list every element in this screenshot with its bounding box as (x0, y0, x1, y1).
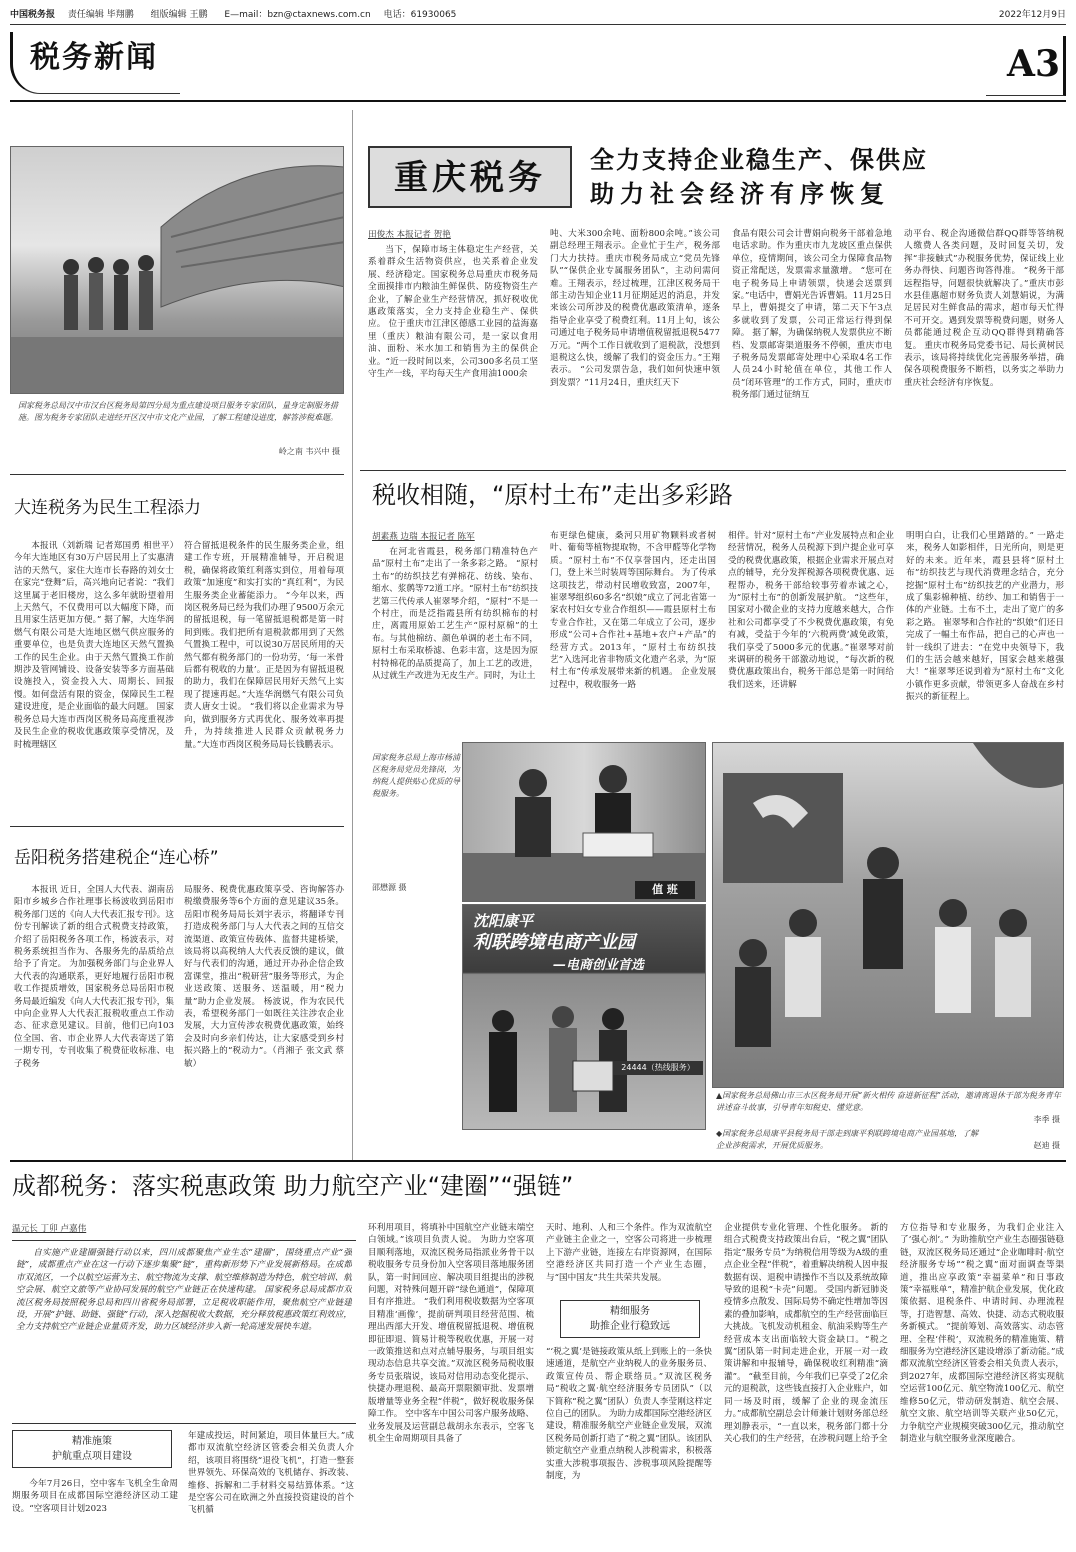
yuancun-col3: 相伴。针对“原村土布”产业发展特点和企业经营情况，税务人员税源下到户提企业可享受的税费优惠政策，根据企业需求开展点对点的辅导，充分发挥税源各项税费优惠、远程帮办，税务干部给较事劳着赤诚之心，为“原村土布”的创新发展护航。 “这些年，国家对小微企业的支持力度越来越大，合作社和公司都享受了不少税费优惠政策，有免有减，受益于今年的‘六税两费’减免政策，我们享受了5000多元的优惠。”崔翠琴对前来调研的税务干部激动地说，“每次新的税费优惠政策出台，税务干部总是第一时间给我们送来，还讲解 (728, 531, 894, 690)
chongqing-badge-text: 重庆税务 (394, 158, 546, 198)
ecommerce-sign-line1: 沈阳康平 (473, 912, 534, 930)
shanghai-credit: 邵懋源 摄 (372, 883, 407, 892)
foshan-photo (712, 742, 1064, 1088)
chongqing-col4: 动平台、税企沟通微信群QQ群等答纳税人缴费人各类问题，及时回复关切，发挥“非接触式”办税服务优势，保证线上业务办得快、问题咨询答得准。 “税务干部远程指导，问题很快就解决了。”重庆市彭水县佳惠超市财务负责人刘慧娟说，为满足居民对生鲜食品的需求，超市每天忙得不可开交。遇到发票等税费问题，财务人员都能通过税企互动QQ群得到精确答复。 重庆市税务局党委书记、局长黄树民表示，该局将持续优化完善服务举措，确保各项税费服务不断档，以务实之举助力重庆社会经济有序恢复。 (904, 229, 1064, 388)
yuancun-col2: 布更绿色健康，桑河只用矿物颗料或者树叶、葡萄等植物提取物，不含甲醛等化学物质。“原村土布”不仅享誉国内，还走出国门，登上米兰时装周等国际舞台。 为了传承这项技艺，带动村民增收致富，2007年，崔翠琴组织60多名“织娘”成立了河北省第一家农村妇女专业合作组织——霞县原村土布专业合作社，又在第二年成立了公司，逐步形成“公司+合作社+基地+农户+产品”的经营方式。2013年，“原村土布纺织技艺”入选河北省非物质文化遗产名录，为“原村土布”传承发展带来新的机遇。 企业发展过程中，税收服务一路 (550, 531, 716, 690)
subhead-1-line1: 精准施策 (72, 1436, 112, 1447)
chengdu-col2: 年建成投运，时间紧迫，项目体量巨大。”成都市双流航空经济区管委会相关负责人介绍，该项目将围绕“退役飞机”，打造一整套世界领先、环保高效的飞机储存、拆改装、维修、拆解和二手材料交易结算体系。“这是空客公司在欧洲之外直接投资建设的首个飞机循 (188, 1431, 354, 1516)
page-number: A3 (1007, 43, 1060, 85)
dalian-col1: 本报讯（刘新瑞 记者郑国勇 相世平）今年大连地区有30万户居民用上了实惠清洁的天然气，家住大连市长春路的刘女士在家完“登舞”后，高兴地向记者说：“我们这里属于老旧楼房，这么多年就盼望着用上天然气，不仅费用可以大幅度下降，而且用家生活更加方便。” 据了解，大连华润燃气有限公司是大连地区燃气供应服务的重要单位，也是负责大连地区天然气置换工作的民生企业。由于天然气置换工作前期涉及管网铺设、设备安装等多方面基础设施投入，资金投入大、周期长、回报慢。如何盘活有限的资金，保障民生工程建设进度，是企业面临的最大问题。 国家税务总局大连市西岗区税务局高度重视涉及民生企业的税收优惠政策享受情况，及时梳理辖区 (14, 541, 174, 750)
chongqing-col2: 吨、大米300余吨、面粉800余吨。”该公司副总经理王翔表示。企业忙于生产，税务部门大力扶持。重庆市税务局成立“党员先锋队”“保供企业专属服务团队”，主动问需问难。王翔表示，经过梳理，江津区税务局干部主动告知企业11月征期延迟的消息，并发来该公司所涉及的税费优惠政策清单，逐条指导企业享受了税费红利。11月上旬，该公司通过电子税务局申请增值税留抵退税5477万元。“两个工作日就收到了退税款，没想到退税这么快，缓解了我们的资金压力。”王翔表示。 “公司发票告急，我们如何快速申领到发票？”11月24日，重庆红天下 (550, 229, 720, 388)
chengdu-col5: 企业提供专业化管理、个性化服务。 新的组合式税费支持政策出台后，“税之翼”团队指定“服务专员”为纳税信用等级为A级的重点企业全程“伴税”，着重解决纳税人因申报数据有误、退税申请操作不当以及系统故障导致的退税“卡壳”问题。 受国内新冠肺炎疫情多点散发、国际局势不确定性增加等因素的叠加影响，成都航空的生产经营面临巨大挑战。飞机发动机租金、航油采购等生产经营成本支出面临较大资金缺口。“税之翼”团队第一时间走进企业，开展一对一政策讲解和申报辅导，确保税收红利精准“滴灌”。 “截至目前，今年我们已享受了2亿余元的退税款，这些钱直接打入企业账户，如同一场及时雨，缓解了企业的现金流压力。”成都航空副总会计师兼计划财务部总经理刘静表示，“一直以来，税务部门都十分关心我们的生产经营，在涉税问题上给予全 (724, 1223, 888, 1444)
subhead-2-line1: 精细服务 (610, 1306, 650, 1317)
ecommerce-sign-line3: —电商创业首选 (553, 958, 645, 973)
phone: 电话：61930065 (383, 10, 457, 20)
ecommerce-sign-line2: 利联跨境电商产业园 (473, 932, 635, 953)
chongqing-byline: 田俊杰 本报记者 贺艳 (368, 230, 451, 240)
yueyang-col1: 本报讯 近日，全国人大代表、湖南岳阳市乡城乡合作社理事长杨波收到岳阳市税务部门送的《向人大代表汇报专刊》。这份专刊解读了新的组合式税费支持政策，介绍了岳阳税务各项工作，杨波表示，对税务系统担当作为、各服务先的品质给点给予了肯定。 为加强税务部门与企业界人大代表的沟通联系，更好地履行岳阳市税收工作提质增效，国家税务总局岳阳市税务局最近编发《向人大代表汇报专刊》，集中向企业界人大代表汇报税收重点工作动态、征求意见建议。目前，他们已向103位全国、省、市企业界人大代表寄送了第一期专刊，专刊收集了税费征收标准、电子税务 (14, 885, 174, 1069)
ecommerce-photo (462, 904, 706, 1130)
yuancun-byline: 胡素燕 边瑞 本报记者 陈军 (372, 532, 475, 542)
chengdu-subhead-2 (560, 1300, 700, 1338)
email[interactable]: E—mail：bzn@ctaxnews.com.cn (224, 10, 371, 20)
chengdu-lead-text: 自实施产业建圈强链行动以来，四川成都聚焦产业生态“建圈”，围绕重点产业“强链”，成都重点产业在这一行动下逐步集聚“链”，重构新形势下产业发展新格局。在成都市双流区，一个以航空运营为主、航空物流为支撑、航空维修制造为特色，航空培训、航空会展、航空文旅等产业协同发展的航空产业链正在快速构建。 国家税务总局成都市双流区税务局按照税务总局和四川省税务局部署，立足税收职能作用，聚焦航空产业链建设，开展“护链、助链、强链”行动，深入挖掘税收大数据，充分释放税惠政策红利效应，全力支持航空产业链企业量质齐发，助力区域经济步入新一轮高速发展快车道。 (16, 1248, 352, 1333)
section-title: 税务新闻 (30, 40, 158, 75)
foshan-credit: 李季 摄 (1033, 1115, 1060, 1124)
chengdu-col4-bottom: “‘税之翼’是链接政策从纸上到账上的一条快速通道，是航空产业纳税人的业务服务员、政策宣传员、帮企联络员。”双流区税务局“税收之翼·航空经济服务专员团队”（以下简称“税之翼”团队）负责人李莹刚这样定位自己的团队。 为助力成都国际空港经济区建设，精准服务航空产业链企业发展，双流区税务局创新打造了“税之翼”团队。该团队锁定航空产业重点纳税人涉税需求，积极落实重大涉税事项报告、涉税事项风险提醒等制度，为 (546, 1347, 712, 1482)
chongqing-badge (368, 146, 572, 208)
paper-name: 中国税务报 (10, 10, 56, 20)
chengdu-col3: 环利用项目，将填补中国航空产业链末端空白领域。”该项目负责人说。 为助力空客项目顺利落地，双流区税务局指派业务骨干以税收服务专员身份加入空客项目落地服务团队，第一时间回应、解决项目组提出的涉税问题，对特殊问题开辟“绿色通道”，保障项目有序推进。 “我们利用税收数据为空客项目精准‘画像’，提前研判项目经营范围、梳理出西部大开发、增值税留抵退税、增值税即征即退、简易计税等税收优惠，开展一对一政策推送和点对点辅导服务，与项目组实现动态信息共享交流。”双流区税务局税收服务专员张瑞说，该局对信用动态变化提示、快捷办理退税、最高开票限额审批、发票增版增量等业务全程“伴税”，做好税收服务保障工作。 空中客车中国公司客户服务战略、业务发展及运营副总裁胡永东表示，空客飞机全生命周期项目具备了 (368, 1223, 534, 1444)
layout-editor: 组版编辑 王鹏 (150, 10, 208, 20)
chengdu-byline: 温元长 丁卯 卢嘉伟 (12, 1224, 87, 1234)
shanghai-photo (462, 742, 706, 902)
hanzhong-credit: 岭之南 韦兴中 摄 (278, 447, 340, 456)
ecommerce-credit: 赵迪 摄 (1033, 1141, 1060, 1150)
dalian-title: 大连税务为民生工程添力 (14, 498, 201, 518)
shanghai-caption: 国家税务总局上海市杨浦区税务局党员先锋岗，为纳税人提供贴心优质的导税服务。 (372, 753, 460, 798)
yuancun-col1: 在河北省霞县，税务部门精准特色产品“原村土布”走出了一条多彩之路。 “原村土布”的纺织技艺有弹棉花、纺线、染布、缩水、浆鹩等72道工序。“原村土布”纺织技艺第三代传承人崔翠琴介绍，“原村”不是一个村庄，而是泛指霞县所有纺织棉布的村庄，离霞用原始工艺生产“原村原棉”的土布。与其他棉纺、颜色单调的老土布不同，原村土布采取桥滤、色彩丰富，这是因为原村特棉花的品质提高了，加上工艺的改进，从过就生产改进为无皮生产。同时，为让土 (372, 547, 538, 682)
chongqing-col3: 食品有限公司会计曹娟向税务干部着急地电话求助。作为重庆市九龙坡区重点保供单位，疫情期间，该公司全力保障食品物资正常配送，发票需求量激增。 “您可在电子税务局上申请领票，快递会送票到家。”电话中，曹娟光告诉曹娟。11月25日早上，曹娟提交了申请，第二天下午3点多就收到了发票，公司正常运行得到保障。 据了解，为确保纳税人发票供应不断档、发票邮寄渠道服务不停顿，重庆市电子税务局发票邮寄处理中心采取4名工作人员24小时轮值在单位，其他工作人员“闭环管理”的工作方式，同时，重庆市税务部门通过征纳互 (732, 229, 892, 401)
foshan-caption: ▲国家税务总局佛山市三水区税务局开展“新火相传 奋进新征程”活动，邀请离退休干部为税务青年讲述奋斗故事，引导青年知税史、懂党意。 (716, 1091, 1061, 1112)
section-header (10, 30, 1066, 100)
dalian-col2: 符合留抵退税条件的民生服务类企业，组建工作专班，开展精准辅导，开启税退税，确保将政策红利落实到位，用着每项政策“加速度”和实打实的“真红利”，为民生服务类企业蓄能添力。 “今年以来，西岗区税务局已经为我们办理了9500万余元的留抵退税，每一笔留抵退税都是第一时间到账。我们把所有退税款都用到了天然气置换工程中，可以说30万居民所用的天然气都有税务部门的一份功劳，‘每一米骨后都有税收的力量’。正是因为有留抵退税的助力，我们在保障居民用好天然气上实现了提速再起。”大连华润燃气有限公司负责人唐女士说。 “我们将以企业需求为导向，做到服务方式再优化、服务效率再提升，为持续推进人民群众贡献税务力量。”大连市西岗区税务局局长钱鹏表示。 (184, 541, 344, 750)
chongqing-title-line1: 全力支持企业稳生产、保供应 (590, 145, 928, 174)
yueyang-col2: 局服务、税费优惠政策享受、咨询解答办税缴费服务等6个方面的意见建议35条。岳阳市税务局局长刘宇表示，将翻译专刊打造成税务部门与人大代表之间的互信交流渠道、政策宣传载体、监督共建桥梁，该局将以高税纳人大代表反馈的建议，做好与代表们的沟通，通过开办孙企信企致富课堂，推出“税研营”服务等形式，为企业送政策、送服务、送温暖，用“税力量”助力企业发展。 杨波说，作为农民代表，希望税务部门一如既往关注涉农企业发展，大力宣传涉农税费优惠政策，始终会及时向乡亲们传达，让大家感受到乡村振兴路上的“税动力”。（肖湘子 张文武 蔡敏） (184, 885, 344, 1069)
chengdu-col4-top: 天时、地利、人和三个条件。作为双流航空产业链主企业之一，空客公司将进一步梳理上下游产业链，连接左右岸资源网，在国际空港经济区共同打造一个产业生态圈，与“国中国友”共生共荣共发展。 (546, 1223, 712, 1283)
subhead-1-line2: 护航重点项目建设 (52, 1451, 132, 1462)
chengdu-subhead-1 (12, 1430, 172, 1468)
editor: 责任编辑 毕翔鹏 (67, 10, 134, 20)
chengdu-title: 成都税务：落实税惠政策 助力航空产业“建圈”“强链” (12, 1172, 574, 1200)
yuancun-title: 税收相随，“原村土布”走出多彩路 (372, 481, 733, 509)
chongqing-title-line2: 助力社会经济有序恢复 (590, 179, 890, 208)
chengdu-col6: 方位指导和专业服务，为我们企业注入了‘强心剂’。” 为助推航空产业生态圈强链稳链，双流区税务局还通过“企业咖啡时·航空经济服务专场”“税之翼”面对面调查等渠道，推出应享政策“幸福菜单”和日事政策“幸福账单”，精准护航企业发展，优化政策依据、退税条件、申请时间、办理流程等，打造智慧、高效、快捷、动态式税收服务新模式。 “提前筹划、高效落实、动态管理、全程‘伴税’，双流税务的精准施策、精细服务为空港经济区建设增添了新动能。”成都双流航空经济区管委会相关负责人表示，到2027年，成都国际空港经济区将实现航空运营100亿元、航空物流100亿元、航空维修50亿元，带动研发制造、航空会展、航空文旅、航空培训等关联产业50亿元，力争航空产业规模突破300亿元，推动航空制造业与航空服务业深度融合。 (900, 1223, 1064, 1444)
yueyang-title: 岳阳税务搭建税企“连心桥” (14, 848, 219, 868)
hanzhong-photo (10, 146, 344, 394)
chengdu-lead (12, 1240, 356, 1424)
duty-sign: 值 班 (635, 881, 695, 899)
ecommerce-caption: ◆国家税务总局康平县税务局干部走到康平利联跨境电商产业园基地，了解企业涉税需求，开展优质服务。 (716, 1129, 979, 1150)
yuancun-col4: 明明白白，让我们心里踏踏的。” 一路走来，税务人如影相伴，日光所向，则是更好的未来。近年来，霞县县将“原村土布”纺织技艺与现代消费理念结合，充分挖掘“原村土布”纺织技艺的产业潜力，形成了集彩棉种植、纺纱、加工和销售于一体的产业链。土布不土，走出了宽广的多彩之路。 崔翠琴和合作社的“织娘”们还日完成了一幅土布作品，把自己的心声也一针一线织了进去：“在党中央领导下，我们的生活会越来越好，国家会越来越强大！”崔翠琴还说到着为“原村土布”文化小镇作更多贡献，带领更多人奋战在乡村振兴的新征程上。 (906, 531, 1064, 703)
hotline-sign: 24444（热线服务） (613, 1061, 703, 1075)
chengdu-col1-tail: 今年7月26日，空中客车飞机全生命周期服务项目在成都国际空港经济区动工建设。“空客项目计划2023 (12, 1479, 178, 1514)
issue-date: 2022年12月9日 (998, 10, 1066, 20)
chongqing-col1: 当下，保障市场主体稳定生产经营，关系着群众生活物资供应，也关系着企业发展、经济稳定。国家税务总局重庆市税务局全面摸排市内粮油生鲜保供、防疫物资生产企业，了解企业生产经营情况，抓好税收优惠政策落实，全力支持企业稳生产、保供应。 位于重庆市江津区德感工业园的益海嘉里（重庆）粮油有限公司，是一家以食用油、面粉、米水加工和销售为主的保供企业。“近一段时间以来，公司300多名员工坚守生产一线，平均每天生产食用油1000余 (368, 245, 538, 380)
hanzhong-caption: 国家税务总局汉中市汉台区税务局第四分局为重点建设项目服务专家团队，量身定制服务措施。图为税务专家团队走进经开区汉中市文化产业园，了解工程建设进度，解答涉税难题。 (18, 401, 338, 422)
subhead-2-line2: 助推企业行稳致远 (590, 1321, 670, 1332)
